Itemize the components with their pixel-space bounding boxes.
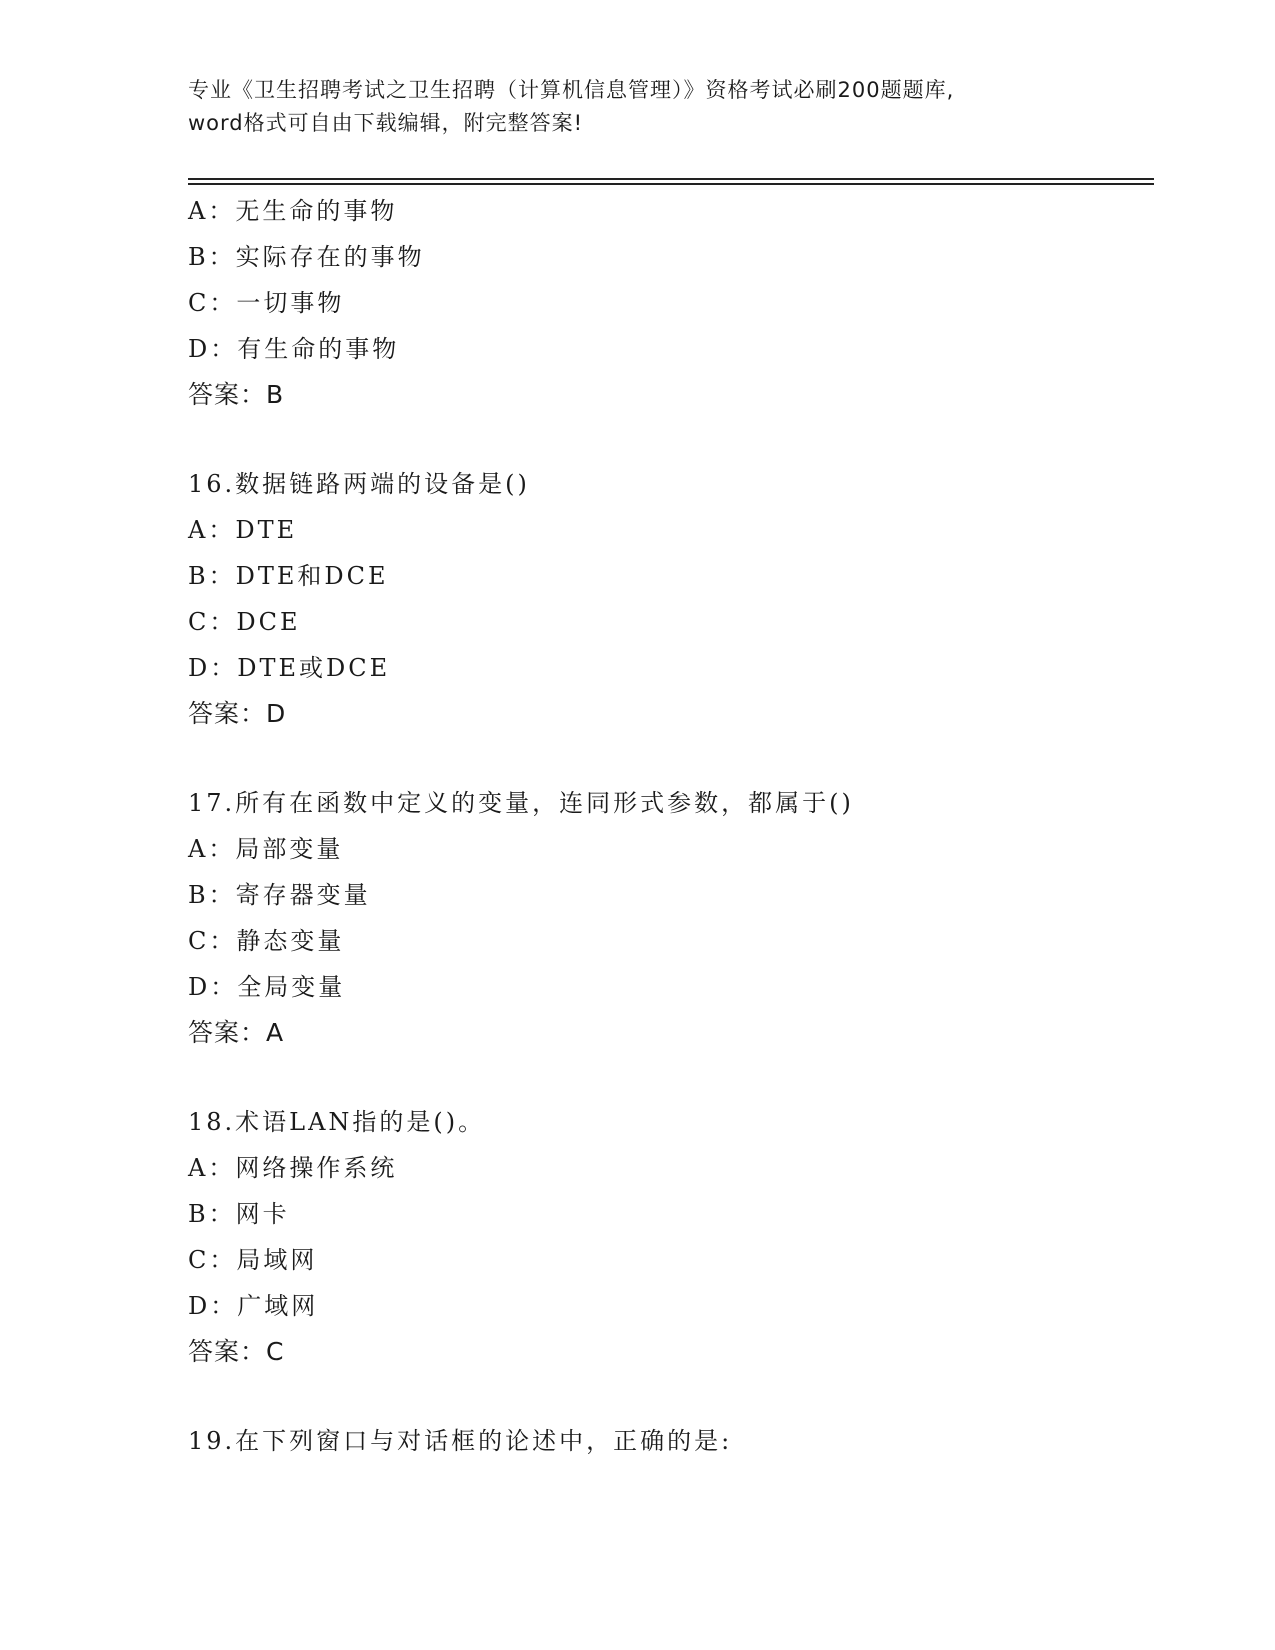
option-b: B：实际存在的事物 [188,243,425,271]
header-divider-bottom [188,183,1154,185]
question-title: 19.在下列窗口与对话框的论述中，正确的是: [188,1427,733,1455]
option-d: D：全局变量 [188,973,346,1001]
option-a: A：DTE [188,516,298,544]
option-c: C：一切事物 [188,289,345,317]
question-title: 17.所有在函数中定义的变量，连同形式参数，都属于() [188,789,854,817]
header-divider-top [188,178,1154,180]
option-a: A：网络操作系统 [188,1154,398,1182]
option-a: A：局部变量 [188,835,344,863]
question-17 [188,780,1148,1056]
answer-line: 答案：A [188,1018,285,1047]
spacer [188,1056,1148,1099]
option-d: D：有生命的事物 [188,335,400,363]
option-b: B：DTE和DCE [188,562,389,590]
option-d: D：DTE或DCE [188,654,391,682]
question-18 [188,1099,1148,1375]
answer-line: 答案：C [188,1337,285,1366]
answer-line: 答案：B [188,380,285,409]
spacer [188,1375,1148,1418]
option-c: C：DCE [188,608,301,636]
question-title: 18.术语LAN指的是()。 [188,1108,486,1136]
question-16 [188,461,1148,737]
question-19 [188,1418,1148,1464]
header-line-1: 专业《卫生招聘考试之卫生招聘（计算机信息管理）》资格考试必刷200题题库, [188,78,955,102]
header-line-2: word格式可自由下载编辑，附完整答案! [188,111,584,135]
question-title: 16.数据链路两端的设备是() [188,470,530,498]
question-carryover [188,188,1148,418]
option-c: C：局域网 [188,1246,318,1274]
option-b: B：寄存器变量 [188,881,371,909]
spacer [188,737,1148,780]
option-a: A：无生命的事物 [188,197,398,225]
answer-line: 答案：D [188,699,287,728]
question-list [188,188,1148,1464]
option-d: D：广域网 [188,1292,319,1320]
option-b: B：网卡 [188,1200,290,1228]
spacer [188,418,1148,461]
option-c: C：静态变量 [188,927,345,955]
document-header [188,74,1088,140]
